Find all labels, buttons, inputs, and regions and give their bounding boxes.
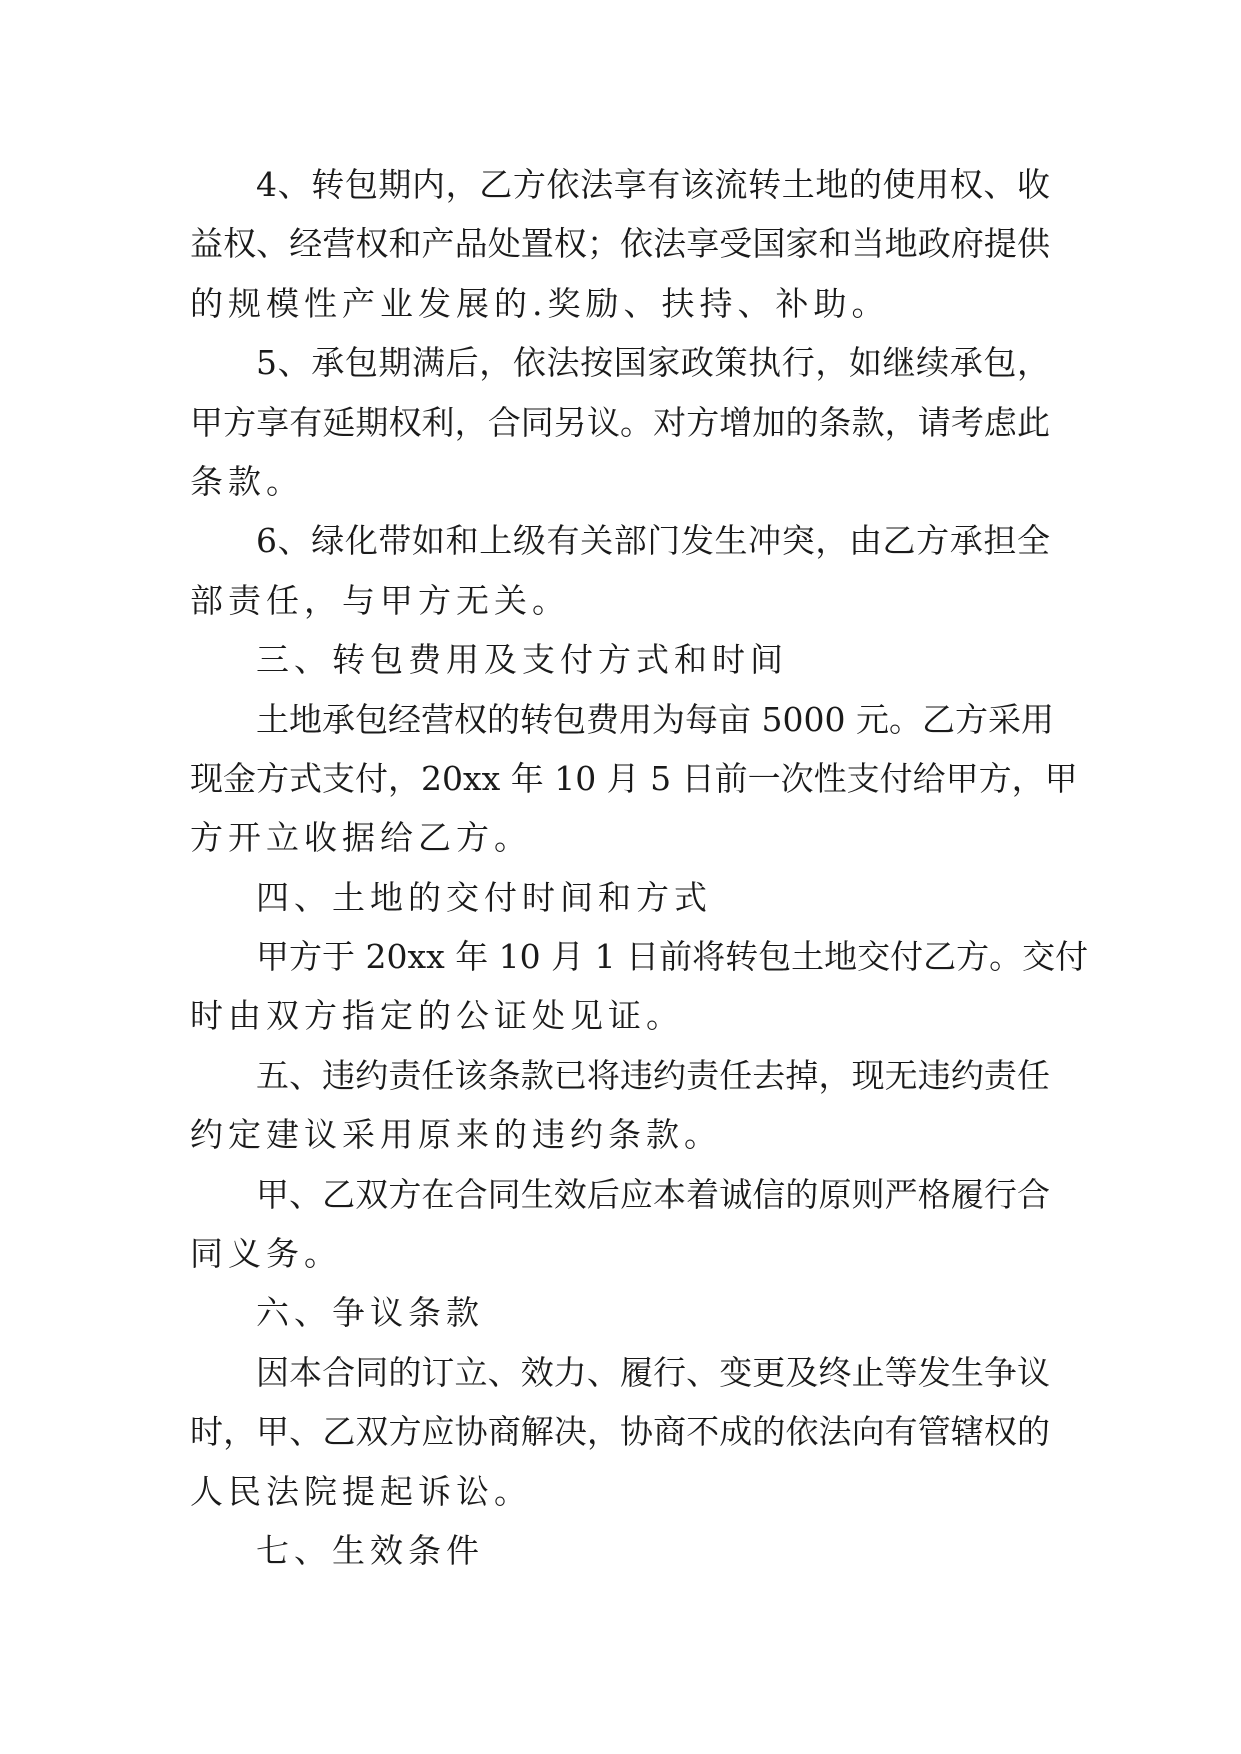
section-6-line-2: 时，甲、乙双方应协商解决，协商不成的依法向有管辖权的: [190, 1412, 1050, 1452]
section-3-heading: 三、转包费用及支付方式和时间: [256, 640, 788, 680]
section-7-heading: 七、生效条件: [256, 1530, 484, 1570]
clause-4-line-1: 4、转包期内，乙方依法享有该流转土地的使用权、收: [256, 165, 1050, 204]
section-5-line-2: 约定建议采用原来的违约条款。: [190, 1115, 722, 1155]
clause-4-line-2: 益权、经营权和产品处置权；依法享受国家和当地政府提供: [190, 224, 1050, 264]
section-4-line-1: 甲方于 20xx 年 10 月 1 日前将转包土地交付乙方。交付: [256, 937, 1089, 977]
obligation-line-2: 同义务。: [190, 1234, 342, 1274]
clause-5-line-3: 条款。: [190, 461, 304, 501]
clause-5-line-2: 甲方享有延期权利，合同另议。对方增加的条款，请考虑此: [190, 402, 1050, 442]
section-6-line-3: 人民法院提起诉讼。: [190, 1471, 532, 1511]
obligation-line-1: 甲、乙双方在合同生效后应本着诚信的原则严格履行合: [256, 1174, 1050, 1214]
clause-6-line-1: 6、绿化带如和上级有关部门发生冲突，由乙方承担全: [256, 521, 1050, 561]
section-5-line-1: 五、违约责任该条款已将违约责任去掉，现无违约责任: [256, 1055, 1050, 1095]
section-4-heading: 四、土地的交付时间和方式: [256, 877, 712, 917]
clause-6-line-2: 部责任，与甲方无关。: [190, 580, 570, 620]
section-6-heading: 六、争议条款: [256, 1293, 484, 1333]
clause-5-line-1: 5、承包期满后，依法按国家政策执行，如继续承包，: [256, 343, 1050, 383]
section-3-line-1: 土地承包经营权的转包费用为每亩 5000 元。乙方采用: [256, 699, 1054, 739]
clause-4-line-3: 的规模性产业发展的.奖励、扶持、补助。: [190, 283, 890, 323]
section-3-line-3: 方开立收据给乙方。: [190, 818, 532, 858]
document-body: [190, 155, 1089, 1580]
section-3-line-2: 现金方式支付，20xx 年 10 月 5 日前一次性支付给甲方，甲: [190, 758, 1078, 798]
section-4-line-2: 时由双方指定的公证处见证。: [190, 996, 684, 1036]
section-6-line-1: 因本合同的订立、效力、履行、变更及终止等发生争议: [256, 1352, 1050, 1392]
